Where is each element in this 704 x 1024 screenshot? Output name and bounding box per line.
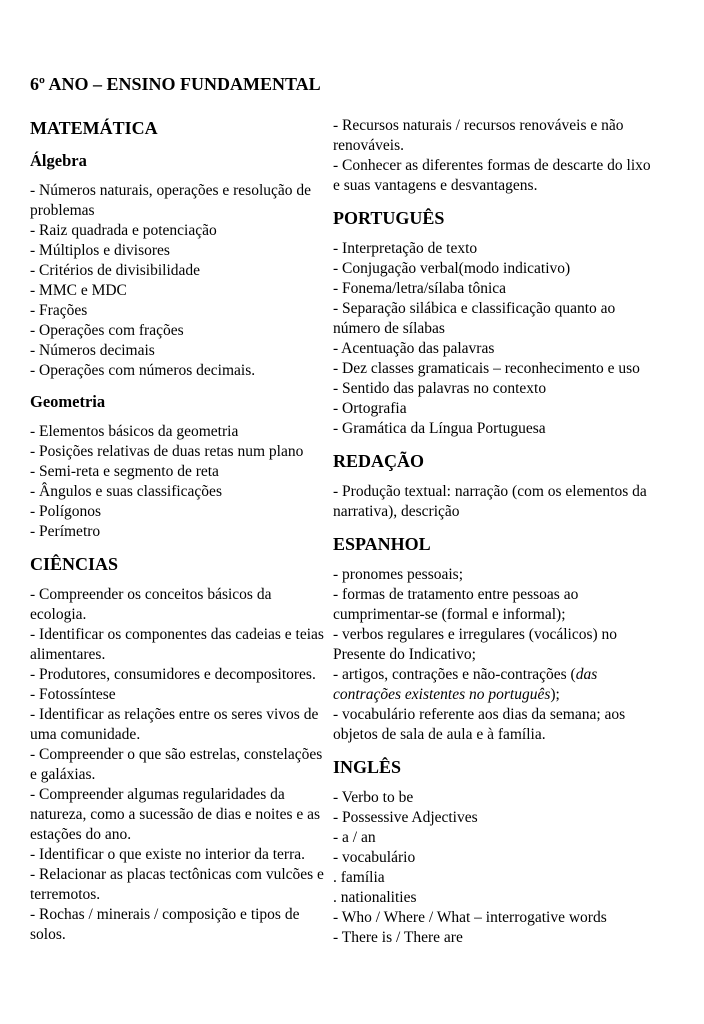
ingles-topics	[333, 788, 651, 948]
topic-item: - Interpretação de texto	[333, 240, 478, 257]
topic-item: - Números naturais, operações e resolução de problemas	[30, 182, 312, 219]
topic-item: - Ângulos e suas classificações	[30, 483, 222, 500]
topic-item: - Fonema/letra/sílaba tônica	[333, 280, 507, 297]
topic-item: - Conhecer as diferentes formas de descarte do lixo e suas vantagens e desvantagens.	[333, 157, 651, 194]
topic-item: - vocabulário	[333, 849, 416, 866]
topic-item: - Posições relativas de duas retas num plano	[30, 443, 304, 460]
topic-item: - Produtores, consumidores e decompositores.	[30, 666, 316, 683]
topic-item: - artigos, contrações e não-contrações (das contrações existentes no português);	[333, 666, 598, 703]
topic-item: - Fotossíntese	[30, 686, 116, 703]
topic-item: - Conjugação verbal(modo indicativo)	[333, 260, 571, 277]
portugues-topics	[333, 239, 651, 439]
topic-item: - Identificar as relações entre os seres vivos de uma comunidade.	[30, 706, 319, 743]
topic-item: - Rochas / minerais / composição e tipos de solos.	[30, 906, 300, 943]
topic-item: - Polígonos	[30, 503, 102, 520]
geometria-topics	[30, 422, 331, 542]
heading-geometria: Geometria	[30, 392, 106, 411]
column-right	[333, 116, 651, 948]
heading-ciencias: CIÊNCIAS	[30, 554, 119, 574]
topic-item: - Separação silábica e classificação quanto ao número de sílabas	[333, 300, 616, 337]
heading-ingles: INGLÊS	[333, 757, 402, 777]
topic-item: - Recursos naturais / recursos renováveis e não renováveis.	[333, 117, 624, 154]
column-left	[30, 116, 331, 945]
topic-item: - Elementos básicos da geometria	[30, 423, 239, 440]
topic-item: - Identificar os componentes das cadeias e teias alimentares.	[30, 626, 324, 663]
topic-item: - Raiz quadrada e potenciação	[30, 222, 217, 239]
topic-item: - Dez classes gramaticais – reconhecimento e uso	[333, 360, 640, 377]
two-column-layout	[30, 116, 684, 948]
heading-portugues: PORTUGUÊS	[333, 208, 445, 228]
topic-item: - verbos regulares e irregulares (vocálicos) no Presente do Indicativo;	[333, 626, 618, 663]
topic-item: - Relacionar as placas tectônicas com vulcões e terremotos.	[30, 866, 324, 903]
topic-item: . família	[333, 869, 385, 886]
topic-item: - Frações	[30, 302, 88, 319]
topic-item: - a / an	[333, 829, 376, 846]
ciencias-topics	[30, 585, 331, 945]
heading-redacao: REDAÇÃO	[333, 451, 425, 471]
topic-item: - Operações com frações	[30, 322, 184, 339]
topic-item: . nationalities	[333, 889, 417, 906]
topic-item: - Who / Where / What – interrogative words	[333, 909, 607, 926]
redacao-topics	[333, 482, 651, 522]
topic-item: - Compreender algumas regularidades da natureza, como a sucessão de dias e noites e as estações do ano.	[30, 786, 321, 843]
heading-espanhol: ESPANHOL	[333, 534, 431, 554]
espanhol-topics	[333, 565, 651, 745]
topic-item: - Compreender os conceitos básicos da ecologia.	[30, 586, 272, 623]
topic-item: - formas de tratamento entre pessoas ao cumprimentar-se (formal e informal);	[333, 586, 579, 623]
topic-item: - pronomes pessoais;	[333, 566, 464, 583]
topic-item: - There is / There are	[333, 929, 463, 946]
topic-item: - Números decimais	[30, 342, 155, 359]
topic-item: - Múltiplos e divisores	[30, 242, 170, 259]
topic-item: - Produção textual: narração (com os elementos da narrativa), descrição	[333, 483, 647, 520]
heading-matematica: MATEMÁTICA	[30, 118, 158, 138]
topic-item: - Verbo to be	[333, 789, 414, 806]
topic-item: - Sentido das palavras no contexto	[333, 380, 547, 397]
topic-item: - Acentuação das palavras	[333, 340, 495, 357]
topic-item: - Gramática da Língua Portuguesa	[333, 420, 546, 437]
topic-item: - Possessive Adjectives	[333, 809, 478, 826]
topic-item: - Perímetro	[30, 523, 101, 540]
page-title: 6º ANO – ENSINO FUNDAMENTAL	[30, 74, 321, 94]
topic-item: - Compreender o que são estrelas, constelações e galáxias.	[30, 746, 323, 783]
algebra-topics	[30, 181, 331, 381]
topic-item: - Critérios de divisibilidade	[30, 262, 201, 279]
topic-item: - Identificar o que existe no interior da terra.	[30, 846, 306, 863]
ciencias-topics-continued	[333, 116, 651, 196]
topic-item: - MMC e MDC	[30, 282, 127, 299]
topic-item: - vocabulário referente aos dias da semana; aos objetos de sala de aula e à família.	[333, 706, 626, 743]
topic-item: - Semi-reta e segmento de reta	[30, 463, 219, 480]
topic-item: - Operações com números decimais.	[30, 362, 256, 379]
heading-algebra: Álgebra	[30, 151, 87, 170]
topic-item: - Ortografia	[333, 400, 407, 417]
